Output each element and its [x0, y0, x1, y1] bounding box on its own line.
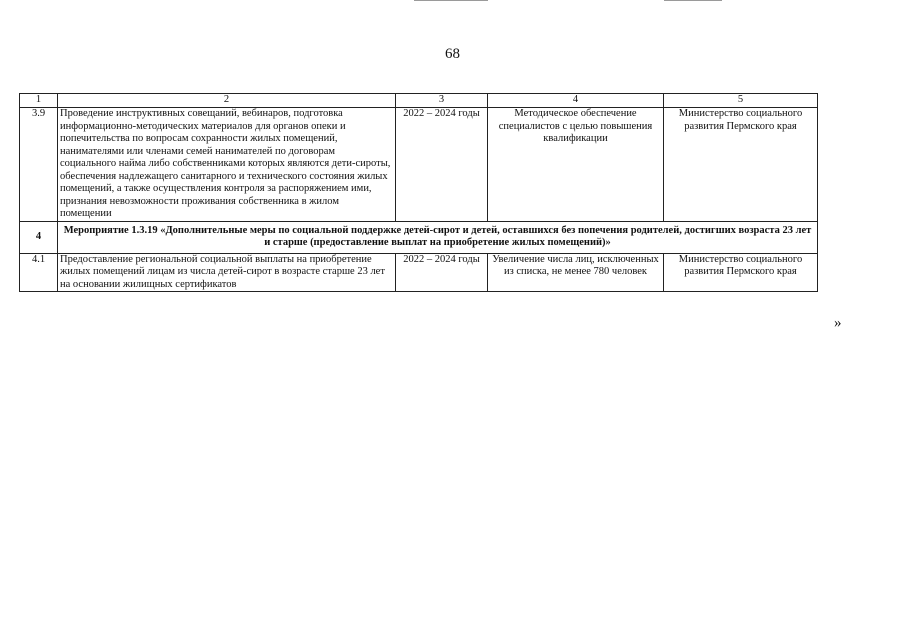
table-row — [20, 108, 818, 222]
scan-artifact-line — [414, 0, 488, 1]
activity-description: Предоставление региональной социальной выплаты на приобретение жилых помещений лицам из числа детей-сирот в возрасте старше 23 лет на основании жилищных сертификатов — [58, 253, 396, 292]
implementation-period: 2022 – 2024 годы — [396, 253, 488, 292]
column-number: 4 — [488, 94, 664, 108]
row-number: 3.9 — [20, 108, 58, 222]
column-number: 1 — [20, 94, 58, 108]
section-title: Мероприятие 1.3.19 «Дополнительные меры по социальной поддержке детей-сирот и детей, оставшихся без попечения родителей, достигших возраста 23 лет и старше (предоставление выплат на приобретение жилых помещений)» — [58, 221, 818, 253]
column-number: 3 — [396, 94, 488, 108]
scan-artifact-line — [664, 0, 722, 1]
activity-plan-table — [19, 93, 818, 292]
responsible-executor: Министерство социального развития Пермского края — [664, 253, 818, 292]
table-row — [20, 253, 818, 292]
column-number: 2 — [58, 94, 396, 108]
page-number: 68 — [445, 46, 460, 62]
implementation-period: 2022 – 2024 годы — [396, 108, 488, 222]
row-number: 4.1 — [20, 253, 58, 292]
section-number: 4 — [20, 221, 58, 253]
expected-result: Методическое обеспечение специалистов с целью повышения квалификации — [488, 108, 664, 222]
activity-description: Проведение инструктивных совещаний, вебинаров, подготовка информационно-методических материалов для органов опеки и попечительства по вопросам сохранности жилых помещений, нанимателями или членами семей нанимателей по договорам социального найма либо собственниками которых являются дети-сироты, обеспечения надлежащего санитарного и технического состояния жилых помещений, а также осуществления контроля за распоряжением ими, признания невозможности проживания собственника в жилом помещении — [58, 108, 396, 222]
section-row — [20, 221, 818, 253]
column-number: 5 — [664, 94, 818, 108]
closing-quote-mark: » — [834, 315, 842, 331]
responsible-executor: Министерство социального развития Пермского края — [664, 108, 818, 222]
expected-result: Увеличение числа лиц, исключенных из списка, не менее 780 человек — [488, 253, 664, 292]
table-header-row — [20, 94, 818, 108]
